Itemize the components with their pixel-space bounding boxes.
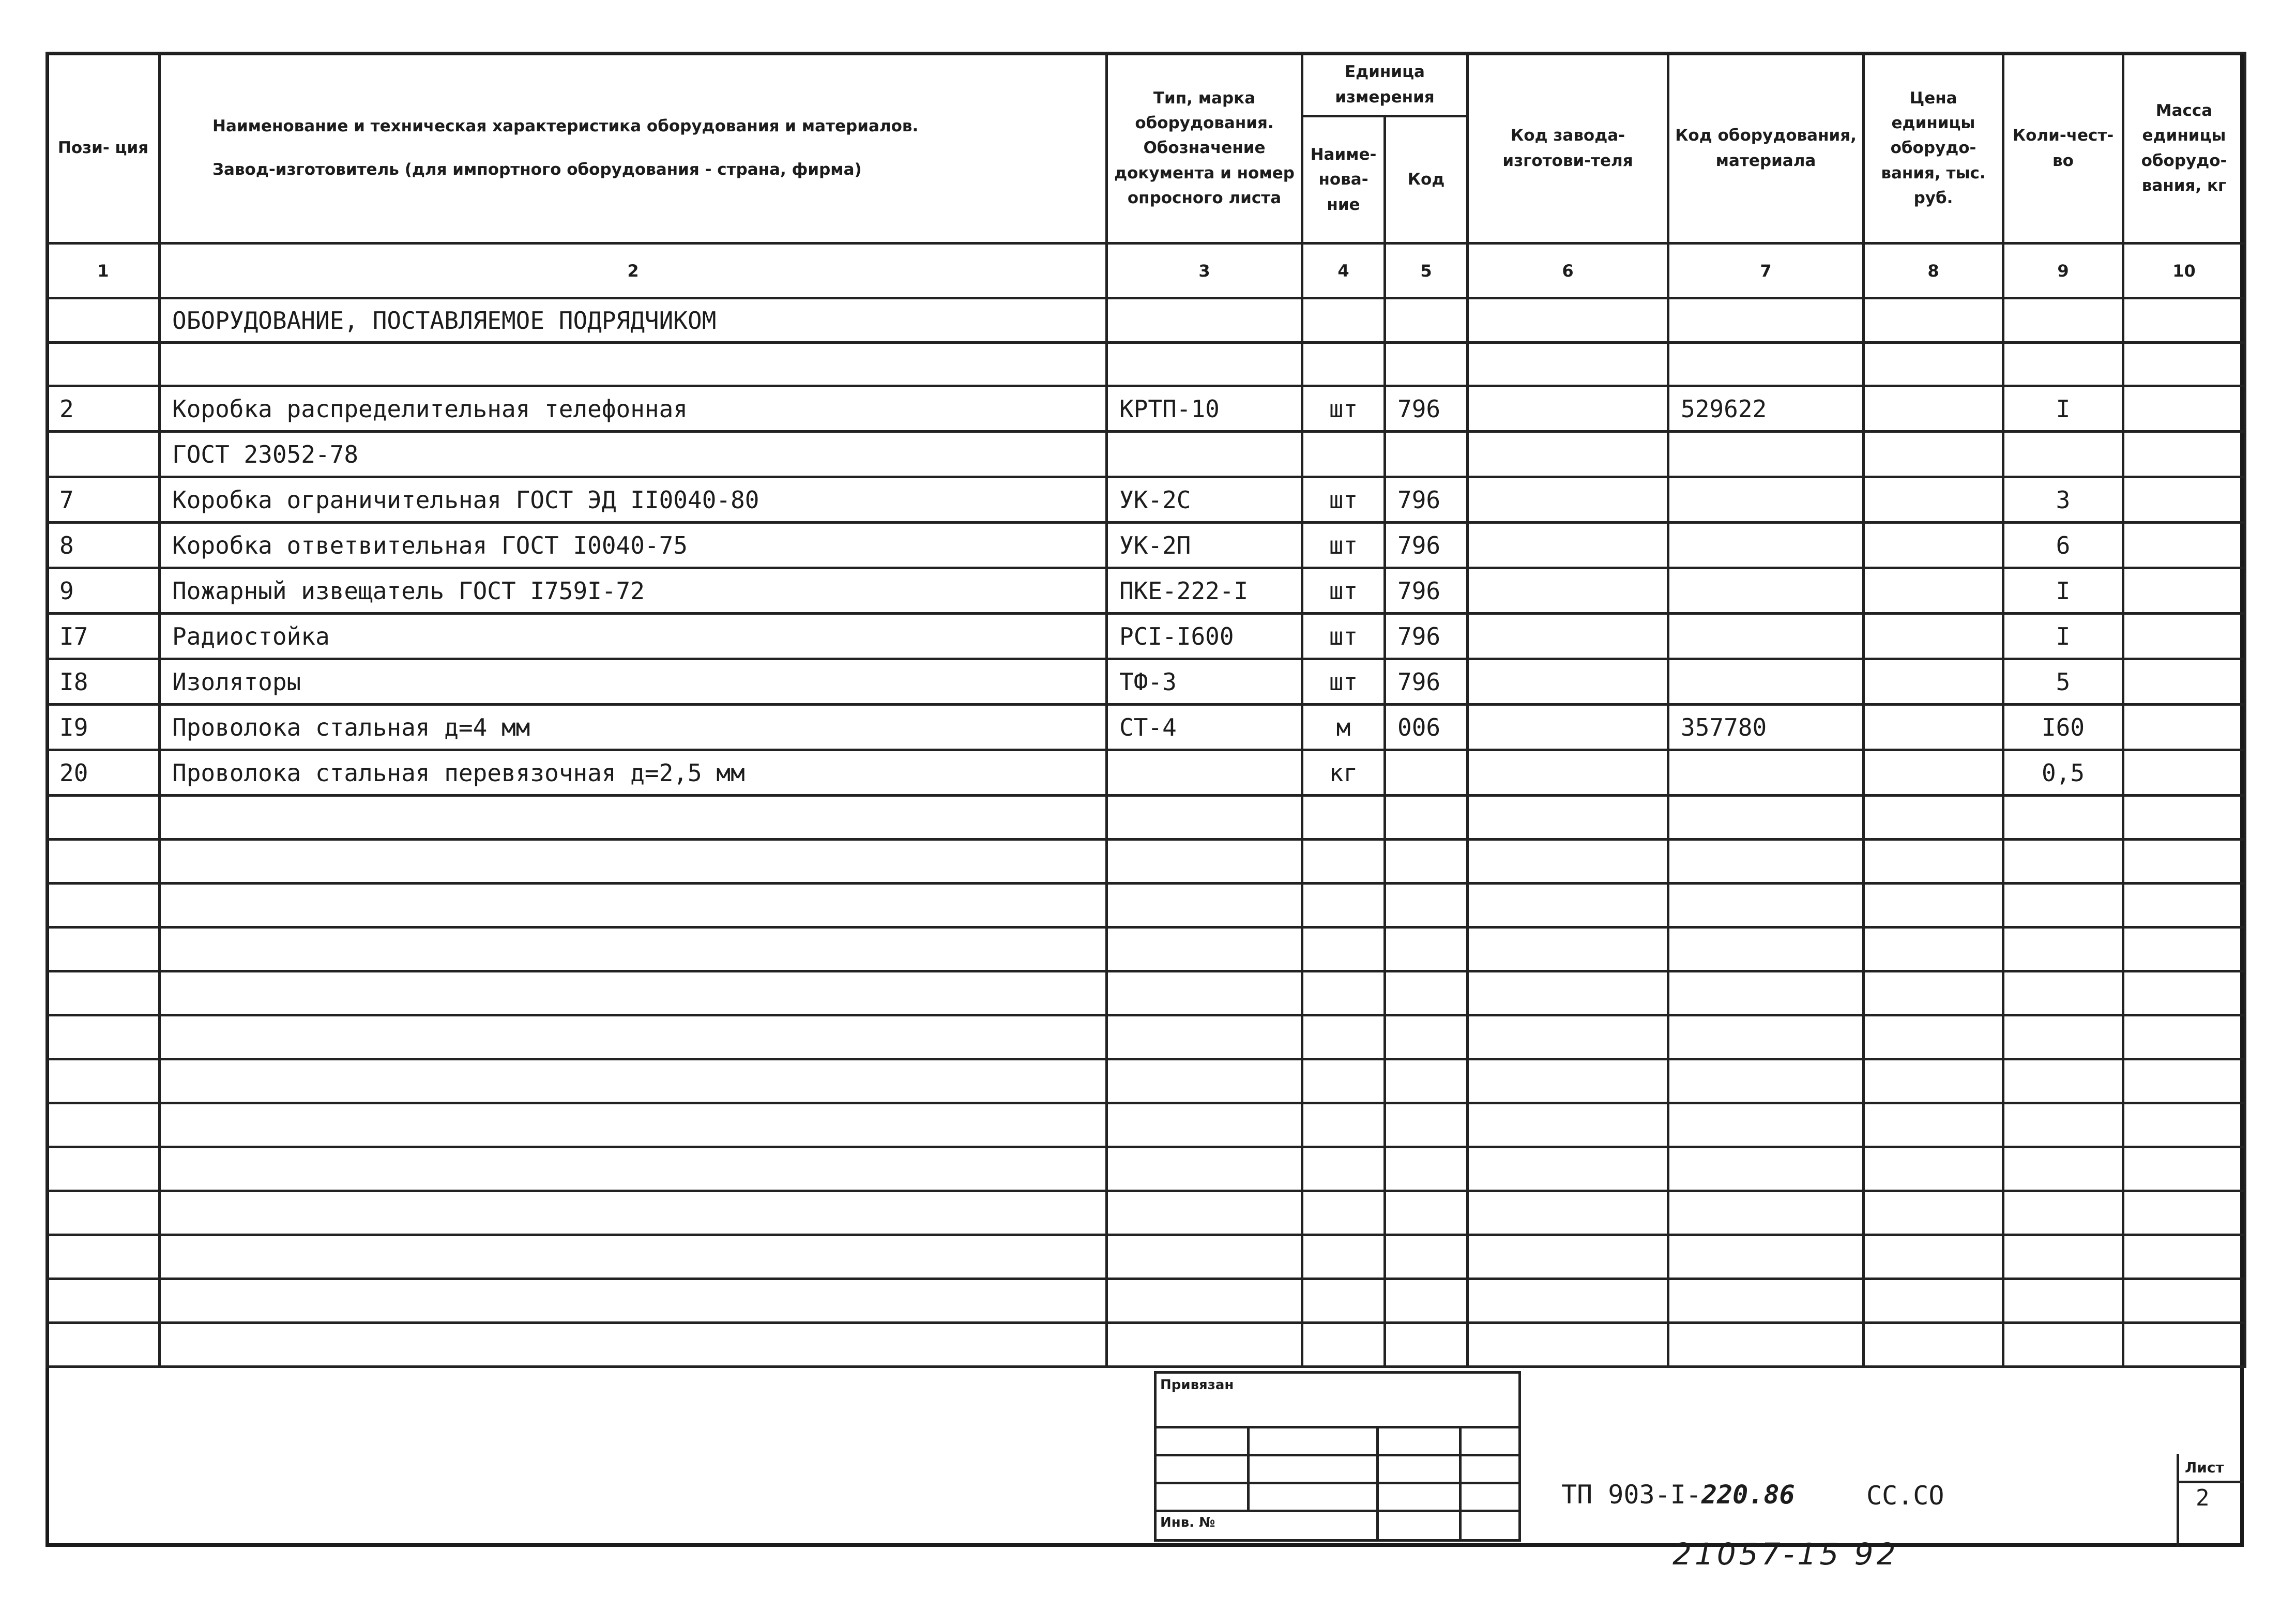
row-name: Изоляторы bbox=[160, 659, 1107, 705]
column-number: 4 bbox=[1302, 244, 1385, 298]
document-type: СС.СО bbox=[1866, 1481, 1944, 1511]
row-unit-code bbox=[1385, 432, 1468, 477]
table-row bbox=[47, 386, 2245, 432]
row-name: Коробка ограничительная ГОСТ ЭД II0040-80 bbox=[160, 477, 1107, 523]
table-row bbox=[47, 750, 2245, 796]
row-price bbox=[1864, 659, 2003, 705]
row-name: Пожарный извещатель ГОСТ I759I-72 bbox=[160, 568, 1107, 614]
row-type: ТФ-3 bbox=[1107, 659, 1302, 705]
row-mass bbox=[2123, 432, 2245, 477]
column-number: 2 bbox=[160, 244, 1107, 298]
column-number: 3 bbox=[1107, 244, 1302, 298]
data-rows bbox=[47, 386, 2245, 796]
row-unit-code: 796 bbox=[1385, 386, 1468, 432]
row-name: Коробка ответвительная ГОСТ I0040-75 bbox=[160, 523, 1107, 568]
row-type: СТ-4 bbox=[1107, 705, 1302, 750]
row-unit: шт bbox=[1302, 477, 1385, 523]
row-price bbox=[1864, 523, 2003, 568]
row-unit: шт bbox=[1302, 568, 1385, 614]
row-unit: м bbox=[1302, 705, 1385, 750]
row-unit-code: 796 bbox=[1385, 614, 1468, 659]
row-price bbox=[1864, 705, 2003, 750]
column-number: 8 bbox=[1864, 244, 2003, 298]
row-name: Коробка распределительная телефонная bbox=[160, 386, 1107, 432]
row-unit-code: 796 bbox=[1385, 477, 1468, 523]
empty-row bbox=[47, 1147, 2245, 1191]
header-price: Цена единицы оборудо-вания, тыс. руб. bbox=[1864, 53, 2003, 244]
section-row bbox=[47, 298, 2245, 343]
row-price bbox=[1864, 750, 2003, 796]
row-equipment-code bbox=[1668, 523, 1864, 568]
row-plant-code bbox=[1468, 477, 1668, 523]
header-mass: Масса единицы оборудо-вания, кг bbox=[2123, 53, 2245, 244]
empty-row bbox=[47, 1059, 2245, 1103]
row-position: 9 bbox=[47, 568, 160, 614]
header-name-line2: Завод-изготовитель (для импортного оборудования - страна, фирма) bbox=[212, 160, 862, 179]
header-position: Пози- ция bbox=[47, 53, 160, 244]
row-type: РСI-I600 bbox=[1107, 614, 1302, 659]
row-type bbox=[1107, 432, 1302, 477]
row-mass bbox=[2123, 477, 2245, 523]
empty-row bbox=[47, 1323, 2245, 1367]
column-number: 6 bbox=[1468, 244, 1668, 298]
row-name: ГОСТ 23052-78 bbox=[160, 432, 1107, 477]
row-equipment-code bbox=[1668, 750, 1864, 796]
row-position: 7 bbox=[47, 477, 160, 523]
row-name: Радиостойка bbox=[160, 614, 1107, 659]
row-quantity: 5 bbox=[2003, 659, 2123, 705]
row-equipment-code bbox=[1668, 477, 1864, 523]
blank-row bbox=[47, 343, 2245, 386]
specification-table bbox=[45, 52, 2246, 1368]
row-mass bbox=[2123, 614, 2245, 659]
header-row-1 bbox=[47, 53, 2245, 116]
row-equipment-code bbox=[1668, 432, 1864, 477]
inventory-label: Инв. № bbox=[1160, 1515, 1215, 1530]
header-equipment-code: Код оборудования, материала bbox=[1668, 53, 1864, 244]
empty-row bbox=[47, 1279, 2245, 1323]
row-unit-code: 796 bbox=[1385, 523, 1468, 568]
row-mass bbox=[2123, 750, 2245, 796]
header-unit-group: Единица измерения bbox=[1302, 53, 1468, 116]
row-unit-code: 796 bbox=[1385, 568, 1468, 614]
row-quantity: 0,5 bbox=[2003, 750, 2123, 796]
archive-number: 21057-15 92 bbox=[1672, 1537, 1899, 1572]
row-equipment-code bbox=[1668, 614, 1864, 659]
empty-row bbox=[47, 1191, 2245, 1235]
row-type: УК-2П bbox=[1107, 523, 1302, 568]
row-type: КРТП-10 bbox=[1107, 386, 1302, 432]
empty-row bbox=[47, 1015, 2245, 1059]
row-plant-code bbox=[1468, 659, 1668, 705]
sheet-number: 2 bbox=[2196, 1485, 2210, 1511]
row-position: 2 bbox=[47, 386, 160, 432]
row-equipment-code bbox=[1668, 568, 1864, 614]
row-position: I9 bbox=[47, 705, 160, 750]
header-unit-code: Код bbox=[1385, 116, 1468, 244]
header-name bbox=[160, 53, 1107, 244]
column-number: 1 bbox=[47, 244, 160, 298]
row-unit-code: 796 bbox=[1385, 659, 1468, 705]
table-row bbox=[47, 614, 2245, 659]
empty-row bbox=[47, 971, 2245, 1015]
row-position: I7 bbox=[47, 614, 160, 659]
row-unit: шт bbox=[1302, 386, 1385, 432]
empty-row bbox=[47, 1235, 2245, 1279]
row-unit: шт bbox=[1302, 523, 1385, 568]
row-quantity: I bbox=[2003, 386, 2123, 432]
row-name: Проволока стальная д=4 мм bbox=[160, 705, 1107, 750]
row-plant-code bbox=[1468, 568, 1668, 614]
table-row bbox=[47, 523, 2245, 568]
column-number: 10 bbox=[2123, 244, 2245, 298]
empty-row bbox=[47, 884, 2245, 927]
row-price bbox=[1864, 568, 2003, 614]
row-position: I8 bbox=[47, 659, 160, 705]
row-position bbox=[47, 432, 160, 477]
row-plant-code bbox=[1468, 432, 1668, 477]
row-name: Проволока стальная перевязочная д=2,5 мм bbox=[160, 750, 1107, 796]
row-unit-code bbox=[1385, 750, 1468, 796]
header-type: Тип, марка оборудования. Обозначение документа и номер опросного листа bbox=[1107, 53, 1302, 244]
table-row bbox=[47, 705, 2245, 750]
header-unit-name: Наиме-нова-ние bbox=[1302, 116, 1385, 244]
table-row bbox=[47, 568, 2245, 614]
row-equipment-code bbox=[1668, 659, 1864, 705]
row-plant-code bbox=[1468, 614, 1668, 659]
row-quantity: I bbox=[2003, 568, 2123, 614]
row-equipment-code: 357780 bbox=[1668, 705, 1864, 750]
row-mass bbox=[2123, 659, 2245, 705]
column-number: 9 bbox=[2003, 244, 2123, 298]
sheet-label: Лист bbox=[2185, 1459, 2224, 1476]
row-price bbox=[1864, 386, 2003, 432]
row-plant-code bbox=[1468, 750, 1668, 796]
table-row bbox=[47, 432, 2245, 477]
empty-row bbox=[47, 927, 2245, 971]
document-number: ТП 903-I-220.86 bbox=[1561, 1480, 1795, 1510]
row-plant-code bbox=[1468, 386, 1668, 432]
row-price bbox=[1864, 614, 2003, 659]
row-quantity: I60 bbox=[2003, 705, 2123, 750]
row-type: ПКЕ-222-I bbox=[1107, 568, 1302, 614]
table-row bbox=[47, 659, 2245, 705]
row-unit: шт bbox=[1302, 614, 1385, 659]
row-mass bbox=[2123, 568, 2245, 614]
row-price bbox=[1864, 432, 2003, 477]
empty-row bbox=[47, 840, 2245, 884]
row-quantity bbox=[2003, 432, 2123, 477]
header-quantity: Коли-чест-во bbox=[2003, 53, 2123, 244]
row-equipment-code: 529622 bbox=[1668, 386, 1864, 432]
row-plant-code bbox=[1468, 705, 1668, 750]
row-quantity: 6 bbox=[2003, 523, 2123, 568]
row-unit: кг bbox=[1302, 750, 1385, 796]
header-name-line1: Наименование и техническая характеристика оборудования и материалов. bbox=[212, 116, 919, 135]
row-unit: шт bbox=[1302, 659, 1385, 705]
empty-row bbox=[47, 796, 2245, 840]
row-position: 8 bbox=[47, 523, 160, 568]
column-numbers-row bbox=[47, 244, 2245, 298]
row-plant-code bbox=[1468, 523, 1668, 568]
row-unit bbox=[1302, 432, 1385, 477]
row-quantity: 3 bbox=[2003, 477, 2123, 523]
row-price bbox=[1864, 477, 2003, 523]
row-type bbox=[1107, 750, 1302, 796]
table-row bbox=[47, 477, 2245, 523]
row-position: 20 bbox=[47, 750, 160, 796]
row-mass bbox=[2123, 386, 2245, 432]
header-plant-code: Код завода-изготови-теля bbox=[1468, 53, 1668, 244]
section-title: ОБОРУДОВАНИЕ, ПОСТАВЛЯЕМОЕ ПОДРЯДЧИКОМ bbox=[160, 298, 1107, 343]
row-unit-code: 006 bbox=[1385, 705, 1468, 750]
row-type: УК-2С bbox=[1107, 477, 1302, 523]
row-mass bbox=[2123, 705, 2245, 750]
column-number: 7 bbox=[1668, 244, 1864, 298]
row-quantity: I bbox=[2003, 614, 2123, 659]
column-number: 5 bbox=[1385, 244, 1468, 298]
empty-row bbox=[47, 1103, 2245, 1147]
empty-rows bbox=[47, 796, 2245, 1367]
attached-label: Привязан bbox=[1160, 1377, 1234, 1393]
row-mass bbox=[2123, 523, 2245, 568]
